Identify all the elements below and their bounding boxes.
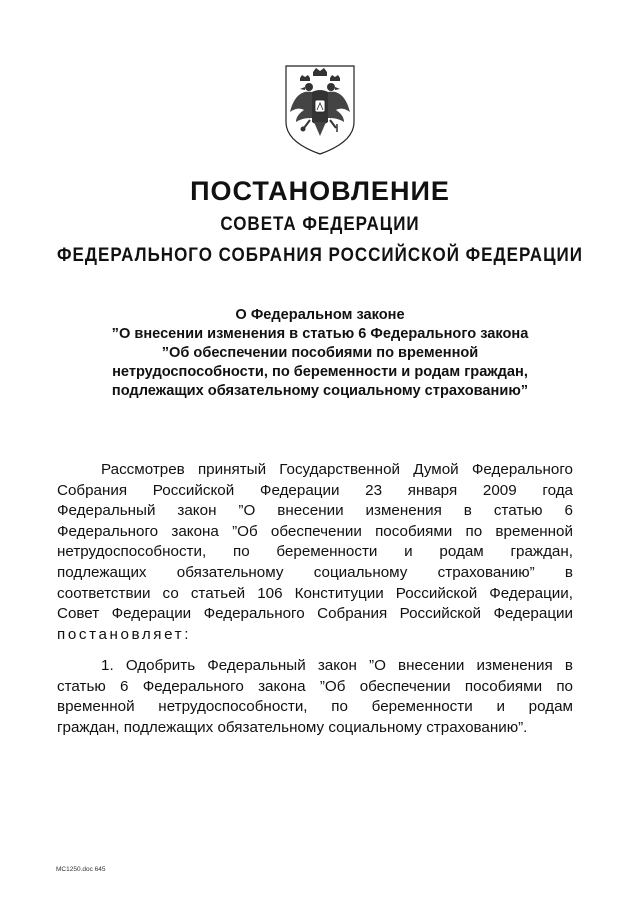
preamble-line: Федерального закона ”Об обеспечении пособиями по временной (57, 522, 573, 540)
preamble-line: нетрудоспособности, по беременности и родам граждан, (57, 543, 573, 561)
document-code: МС1250.doc 645 (56, 866, 106, 873)
issuer-line-1: СОВЕТА ФЕДЕРАЦИИ (220, 212, 420, 235)
preamble-line: соответствии со статьей 106 Конституции Российской Федерации, (57, 584, 573, 602)
document-subject (60, 306, 580, 401)
item-line: временной нетрудоспособности, по беременности и родам (57, 698, 573, 716)
document-title: ПОСТАНОВЛЕНИЕ (190, 176, 450, 206)
subject-line: ”Об обеспечении пособиями по временной (161, 345, 479, 361)
preamble-line: Совет Федерации Федерального Собрания Российской Федерации (57, 605, 573, 623)
preamble-line: подлежащих обязательному социальному страхованию” в (57, 563, 573, 581)
preamble-paragraph (57, 460, 573, 645)
issuer-line-2: ФЕДЕРАЛЬНОГО СОБРАНИЯ РОССИЙСКОЙ ФЕДЕРАЦИИ (57, 243, 583, 266)
item-line: граждан, подлежащих обязательному социальному страхованию”. (57, 718, 528, 736)
subject-line: О Федеральном законе (235, 307, 405, 323)
subject-line: подлежащих обязательному социальному страхованию” (111, 383, 529, 399)
preamble-line: Федеральный закон ”О внесении изменения в статью 6 (57, 502, 573, 520)
item-line: 1. Одобрить Федеральный закон ”О внесении изменения в (101, 657, 573, 674)
resolution-item-1 (57, 656, 573, 738)
item-line: статью 6 Федерального закона ”Об обеспечении пособиями по (57, 677, 573, 695)
subject-line: ”О внесении изменения в статью 6 Федерального закона (111, 326, 529, 342)
coat-of-arms-emblem (282, 62, 358, 158)
preamble-line: Рассмотрев принятый Государственной Думой Федерального (101, 461, 573, 478)
preamble-line: Собрания Российской Федерации 23 января 2009 года (57, 481, 573, 499)
resolves-word: постановляет: (57, 625, 192, 643)
subject-line: нетрудоспособности, по беременности и родам граждан, (112, 364, 528, 380)
